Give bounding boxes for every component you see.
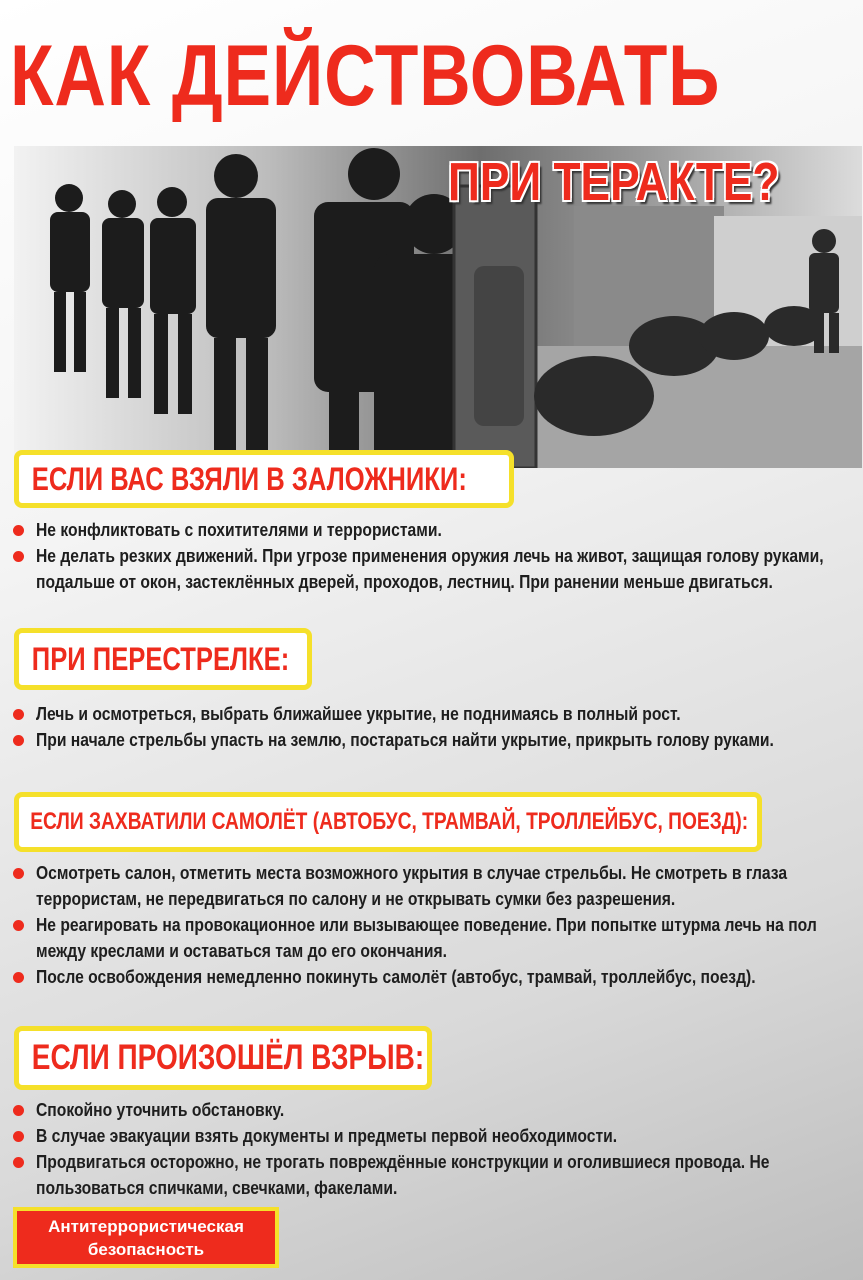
list-item-text: После освобождения немедленно покинуть самолёт (автобус, трамвай, троллейбус, поезд). bbox=[36, 967, 756, 987]
list-item bbox=[12, 860, 862, 912]
list-item-text: Спокойно уточнить обстановку. bbox=[36, 1100, 285, 1120]
section-heading-label: ЕСЛИ ЗАХВАТИЛИ САМОЛЁТ (АВТОБУС, ТРАМВАЙ, ТРОЛЛЕЙБУС, ПОЕЗД): bbox=[30, 808, 749, 835]
section-list-shootout bbox=[12, 701, 862, 753]
bullet-icon bbox=[13, 972, 24, 983]
list-item bbox=[12, 1097, 862, 1123]
bullet-icon bbox=[13, 525, 24, 536]
poster-title: КАК ДЕЙСТВОВАТЬ bbox=[10, 28, 721, 124]
bullet-icon bbox=[13, 551, 24, 562]
bullet-icon bbox=[13, 1131, 24, 1142]
section-heading-label: ПРИ ПЕРЕСТРЕЛКЕ: bbox=[31, 641, 290, 677]
list-item bbox=[12, 727, 862, 753]
list-item bbox=[12, 701, 862, 727]
list-item bbox=[12, 964, 862, 990]
bullet-icon bbox=[13, 735, 24, 746]
section-list-hijacking bbox=[12, 860, 862, 990]
badge-label: Антитеррористическая безопасность bbox=[48, 1216, 244, 1259]
section-heading-hostages bbox=[14, 450, 514, 508]
list-item bbox=[12, 912, 862, 964]
list-item bbox=[12, 517, 862, 543]
bullet-icon bbox=[13, 1157, 24, 1168]
section-heading-label: ЕСЛИ ВАС ВЗЯЛИ В ЗАЛОЖНИКИ: bbox=[31, 461, 467, 497]
list-item bbox=[12, 1123, 862, 1149]
section-list-explosion bbox=[12, 1097, 862, 1201]
section-heading-label: ЕСЛИ ПРОИЗОШЁЛ ВЗРЫВ: bbox=[31, 1038, 425, 1077]
list-item-text: Осмотреть салон, отметить места возможного укрытия в случае стрельбы. Не смотреть в глаза террористам, не передвигаться по салону и не открывать сумки без разрешения. bbox=[36, 863, 788, 909]
section-heading-shootout bbox=[14, 628, 312, 690]
list-item-text: Продвигаться осторожно, не трогать повреждённые конструкции и оголившиеся провода. Не пользоваться спичками, свечками, факелами. bbox=[36, 1152, 770, 1198]
bullet-icon bbox=[13, 868, 24, 879]
list-item-text: Не конфликтовать с похитителями и террористами. bbox=[36, 520, 442, 540]
list-item-text: При начале стрельбы упасть на землю, постараться найти укрытие, прикрыть голову руками. bbox=[36, 730, 774, 750]
list-item-text: Не делать резких движений. При угрозе применения оружия лечь на живот, защищая голову руками, подальше от окон, застеклённых дверей, проходов, лестниц. При ранении меньше двигаться. bbox=[36, 546, 824, 592]
poster-subtitle: ПРИ ТЕРАКТЕ? bbox=[448, 152, 780, 212]
section-heading-explosion bbox=[14, 1026, 432, 1090]
antiterror-badge bbox=[13, 1207, 279, 1268]
list-item-text: Не реагировать на провокационное или вызывающее поведение. При попытке штурма лечь на пол между креслами и оставаться там до его окончания. bbox=[36, 915, 817, 961]
list-item bbox=[12, 1149, 862, 1201]
list-item-text: Лечь и осмотреться, выбрать ближайшее укрытие, не поднимаясь в полный рост. bbox=[36, 704, 681, 724]
bullet-icon bbox=[13, 1105, 24, 1116]
bullet-icon bbox=[13, 920, 24, 931]
list-item-text: В случае эвакуации взять документы и предметы первой необходимости. bbox=[36, 1126, 618, 1146]
section-heading-hijacking bbox=[14, 792, 762, 852]
bullet-icon bbox=[13, 709, 24, 720]
section-list-hostages bbox=[12, 517, 862, 595]
list-item bbox=[12, 543, 862, 595]
